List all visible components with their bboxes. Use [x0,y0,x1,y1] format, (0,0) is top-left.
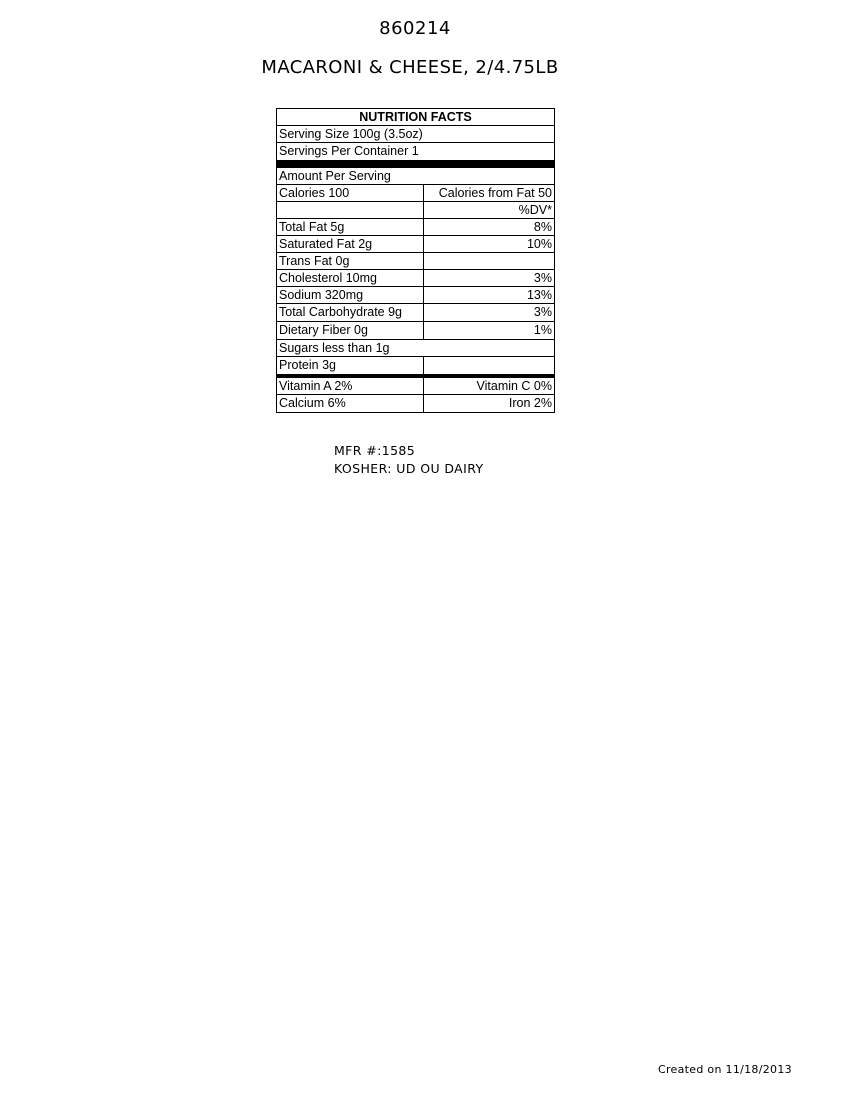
nutrient-label: Total Fat 5g [277,219,424,235]
servings-per-container: Servings Per Container 1 [279,144,419,158]
created-date: Created on 11/18/2013 [658,1063,792,1076]
serving-size: Serving Size 100g (3.5oz) [279,127,423,141]
calories-row [277,185,554,202]
thick-divider [277,160,554,168]
nutrient-label: Saturated Fat 2g [277,236,424,252]
mfr-number: MFR #:1585 [334,443,416,458]
iron: Iron 2% [508,396,552,410]
nutrition-title-row [277,109,554,126]
nutrient-row [277,270,554,287]
dv-header-empty [277,202,424,218]
nutrient-label: Cholesterol 10mg [277,270,424,286]
kosher-info: KOSHER: UD OU DAIRY [334,461,484,476]
nutrient-dv: 8% [533,220,552,234]
nutrient-row [277,287,554,304]
dv-header: %DV* [518,203,552,217]
nutrient-row [277,322,554,340]
amount-per-serving-row [277,168,554,185]
nutrient-row [277,236,554,253]
serving-size-row [277,126,554,143]
nutrient-label: Trans Fat 0g [277,253,424,269]
mineral-row [277,395,554,412]
nutrient-dv: 1% [533,323,552,337]
nutrient-label: Dietary Fiber 0g [277,322,424,339]
protein-row [277,357,554,374]
sugars: Sugars less than 1g [279,341,390,355]
nutrition-facts-table [276,108,555,413]
nutrient-row [277,304,554,322]
nutrient-label: Total Carbohydrate 9g [277,304,424,321]
vitamin-a: Vitamin A 2% [277,378,424,394]
product-code: 860214 [379,18,451,39]
nutrient-row [277,253,554,270]
servings-per-container-row [277,143,554,160]
nutrient-row [277,219,554,236]
protein-empty [424,357,554,374]
nutrient-dv: 3% [533,305,552,319]
amount-per-serving: Amount Per Serving [279,169,391,183]
product-info [334,442,484,478]
calcium: Calcium 6% [277,395,424,412]
nutrient-dv [424,253,554,269]
nutrient-label: Sodium 320mg [277,287,424,303]
nutrient-dv: 3% [533,271,552,285]
nutrient-dv: 10% [526,237,552,251]
vitamin-c: Vitamin C 0% [476,379,552,393]
product-name: MACARONI & CHEESE, 2/4.75LB [261,57,559,78]
nutrition-title: NUTRITION FACTS [359,110,472,124]
vitamin-row [277,378,554,395]
sugars-row [277,340,554,357]
nutrient-dv: 13% [526,288,552,302]
calories-from-fat: Calories from Fat 50 [438,186,552,200]
dv-header-row [277,202,554,219]
protein: Protein 3g [277,357,424,374]
calories: Calories 100 [277,185,424,201]
